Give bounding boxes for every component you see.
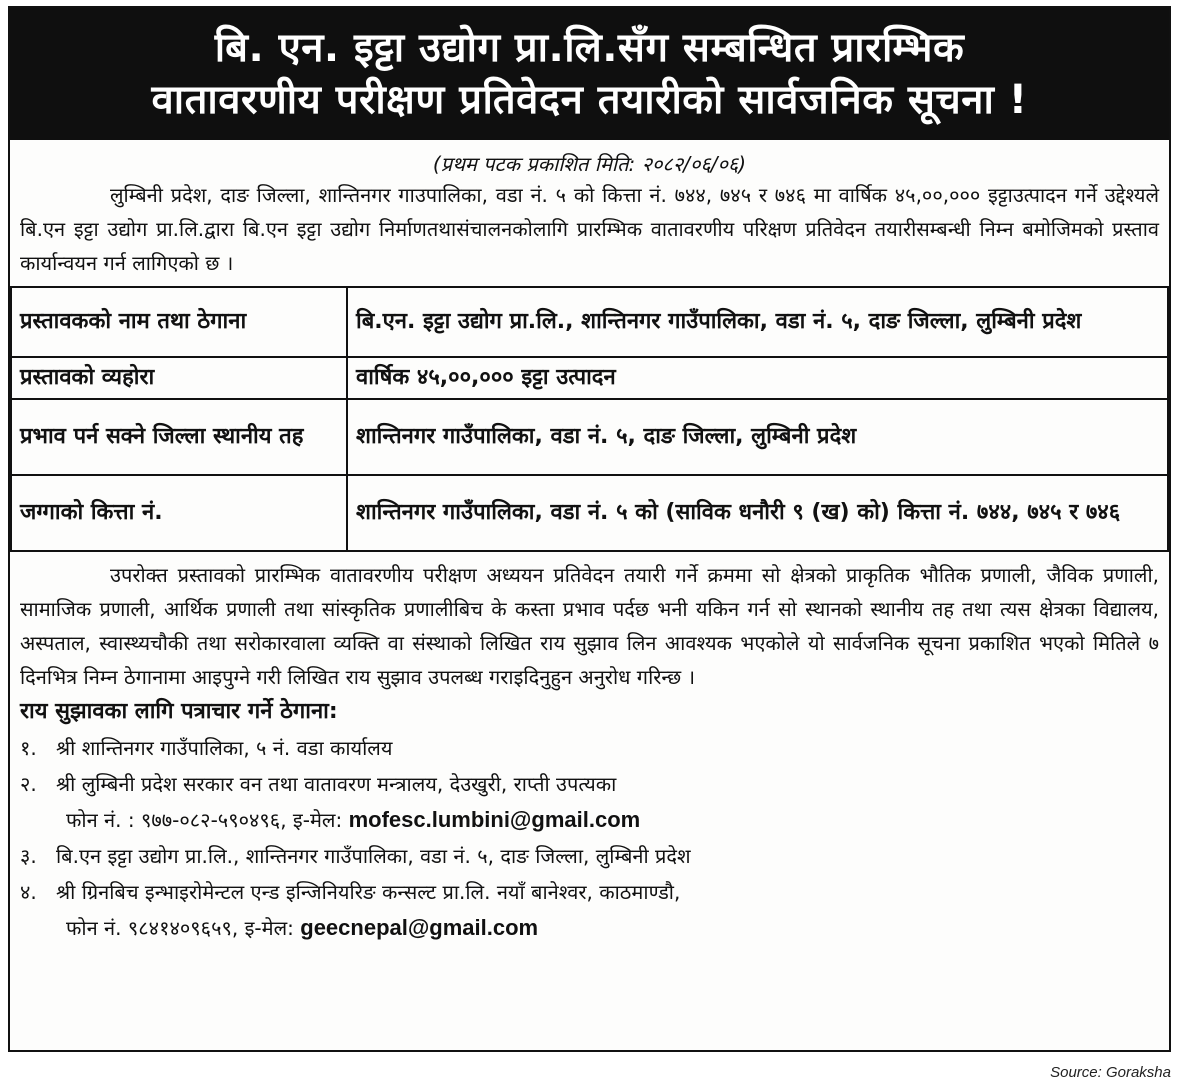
source-credit: Source: Goraksha: [1050, 1064, 1171, 1081]
table-value: बि.एन. इट्टा उद्योग प्रा.लि., शान्तिनगर गाउँपालिका, वडा नं. ५, दाङ जिल्ला, लुम्बिनी प्रदेश: [347, 287, 1168, 357]
address-text: श्री शान्तिनगर गाउँपालिका, ५ नं. वडा कार्यालय: [56, 736, 393, 760]
address-contact: [20, 910, 1159, 946]
address-contact: [20, 802, 1159, 838]
notice-title-line-2: वातावरणीय परीक्षण प्रतिवेदन तयारीको सार्वजनिक सूचना !: [151, 77, 1028, 123]
table-value: शान्तिनगर गाउँपालिका, वडा नं. ५, दाङ जिल्ला, लुम्बिनी प्रदेश: [347, 399, 1168, 475]
table-row: [11, 287, 1168, 357]
address-item: [20, 838, 1159, 874]
address-number: २.: [20, 772, 37, 796]
intro-text: लुम्बिनी प्रदेश, दाङ जिल्ला, शान्तिनगर गाउपालिका, वडा नं. ५ को कित्ता नं. ७४४, ७४५ र ७४६ मा वार्षिक ४५,००,००० इट्टाउत्पादन गर्ने उद्देश्यले बि.एन इट्टा उद्योग प्रा.लि.द्वारा बि.एन इट्टा उद्योग निर्माणतथासंचालनकोलागि प्रारम्भिक वातावरणीय परिक्षण प्रतिवेदन तयारीसम्बन्धी निम्न बमोजिमको प्रस्ताव कार्यान्वयन गर्न लागिएको छ ।: [20, 183, 1159, 275]
table-row: [11, 475, 1168, 551]
table-label: प्रभाव पर्न सक्ने जिल्ला स्थानीय तह: [11, 399, 347, 475]
address-list: [10, 730, 1169, 946]
public-notice: [8, 6, 1171, 1052]
address-item: [20, 874, 1159, 910]
table-row: [11, 357, 1168, 399]
body-text: उपरोक्त प्रस्तावको प्रारम्भिक वातावरणीय परीक्षण अध्ययन प्रतिवेदन तयारी गर्ने क्रममा सो क्षेत्रको प्राकृतिक भौतिक प्रणाली, जैविक प्रणाली, सामाजिक प्रणाली, आर्थिक प्रणाली तथा सांस्कृतिक प्रणालीबिच के कस्ता प्रभाव पर्दछ भनी यकिन गर्न सो स्थानको स्थानीय तह तथा त्यस क्षेत्रका विद्यालय, अस्पताल, स्वास्थ्यचौकी तथा सरोकारवाला व्यक्ति वा संस्थाको लिखित राय सुझाव लिन आवश्यक भएकोले यो सार्वजनिक सूचना प्रकाशित भएको मितिले ७ दिनभित्र निम्न ठेगानामा आइपुग्ने गरी लिखित राय सुझाव उपलब्ध गराइदिनुहुन अनुरोध गरिन्छ ।: [20, 563, 1159, 689]
address-text: बि.एन इट्टा उद्योग प्रा.लि., शान्तिनगर गाउँपालिका, वडा नं. ५, दाङ जिल्ला, लुम्बिनी प्रदेश: [56, 844, 691, 868]
table-value: वार्षिक ४५,००,००० इट्टा उत्पादन: [347, 357, 1168, 399]
address-number: ३.: [20, 844, 37, 868]
address-text: श्री ग्रिनबिच इन्भाइरोमेन्टल एन्ड इन्जिनियरिङ कन्सल्ट प्रा.लि. नयाँ बानेश्वर, काठमाण्डौ,: [56, 880, 681, 904]
notice-title-line-1: बि. एन. इट्टा उद्योग प्रा.लि.सँग सम्बन्धित प्रारम्भिक: [214, 25, 965, 71]
address-number: ४.: [20, 880, 37, 904]
table-label: जग्गाको कित्ता नं.: [11, 475, 347, 551]
table-row: [11, 399, 1168, 475]
address-email-link[interactable]: mofesc.lumbini@gmail.com: [348, 807, 641, 832]
table-label: प्रस्तावकको नाम तथा ठेगाना: [11, 287, 347, 357]
address-email-link[interactable]: geecnepal@gmail.com: [300, 915, 539, 940]
address-heading: राय सुझावका लागि पत्राचार गर्ने ठेगाना:: [20, 699, 338, 724]
address-text: श्री लुम्बिनी प्रदेश सरकार वन तथा वातावरण मन्त्रालय, देउखुरी, राप्ती उपत्यका: [56, 772, 617, 796]
proposal-table: [10, 286, 1169, 552]
notice-title-banner: [10, 8, 1169, 140]
intro-paragraph: [10, 178, 1169, 280]
first-published-date: (प्रथम पटक प्रकाशित मिति: २०८२/०६/०६): [432, 152, 747, 176]
table-value: शान्तिनगर गाउँपालिका, वडा नं. ५ को (साविक धनौरी ९ (ख) को) कित्ता नं. ७४४, ७४५ र ७४६: [347, 475, 1168, 551]
address-phone: फोन नं. : ९७७-०८२-५९०४९६, इ-मेल:: [66, 808, 343, 832]
address-item: [20, 730, 1159, 766]
address-phone: फोन नं. ९८४१४०९६५९, इ-मेल:: [66, 916, 294, 940]
address-item: [20, 766, 1159, 802]
address-number: १.: [20, 736, 37, 760]
body-paragraph: [10, 552, 1169, 694]
table-label: प्रस्तावको व्यहोरा: [11, 357, 347, 399]
